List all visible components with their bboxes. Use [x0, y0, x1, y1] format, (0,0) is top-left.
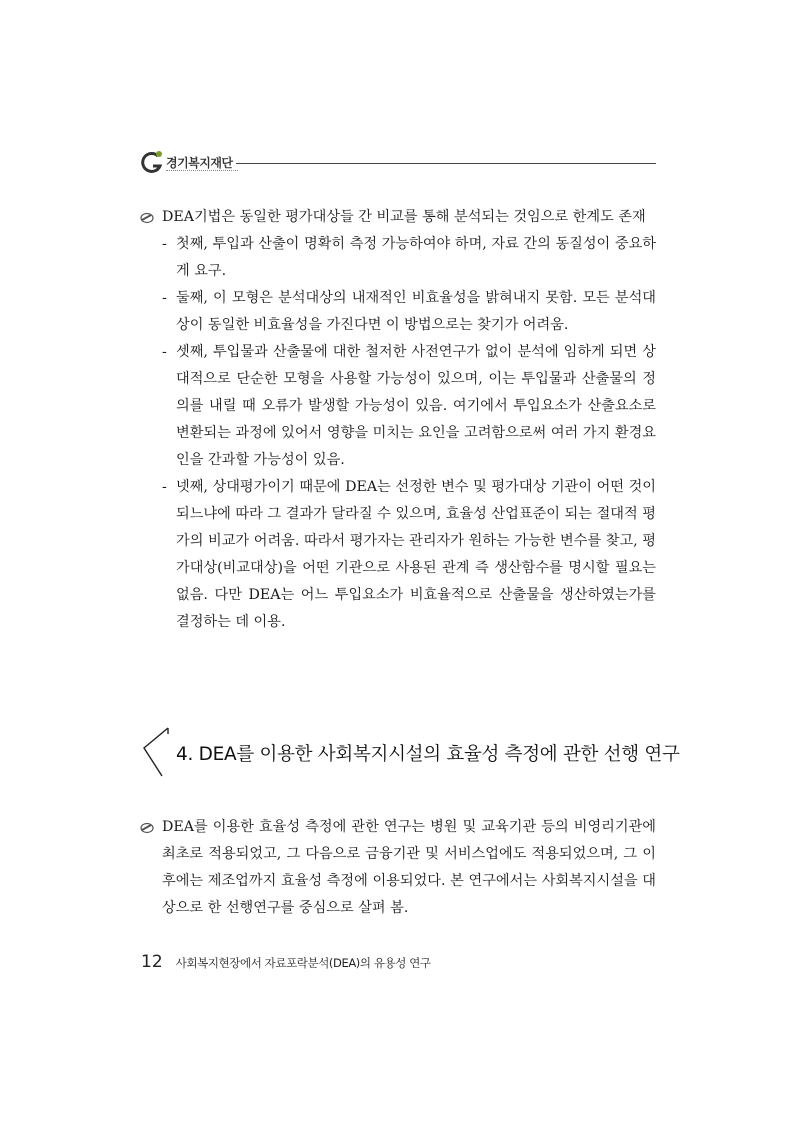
section-number: 4. — [176, 744, 194, 765]
dash-mark: - — [162, 236, 167, 252]
dash-mark: - — [162, 290, 167, 306]
list-item-text: 넷째, 상대평가이기 때문에 DEA는 선정한 변수 및 평가대상 기관이 어떤 것이 되느냐에 따라 그 결과가 달라질 수 있으며, 효율성 산업표준이 되는 절대적 평가의 비교가 어려움. 따라서 평가자는 관리자가 원하는 가능한 변수를 찾고, 평가대상(비교대상)을 어떤 기관으로 사용된 관계 즉 생산함수를 명시할 필요는 없음. 다만 DEA는 어느 투입요소가 비효율적으로 산출물을 생산하였는가를 결정하는 데 이용. — [176, 479, 656, 630]
page-header — [140, 148, 656, 178]
dash-mark: - — [162, 344, 167, 360]
bullet-text: DEA기법은 동일한 평가대상들 간 비교를 통해 분석되는 것임으로 한계도 존재 — [162, 209, 646, 225]
bullet-paragraph — [140, 814, 656, 922]
running-title: 사회복지현장에서 자료포락분석(DEA)의 유용성 연구 — [175, 956, 431, 970]
prior-research-section — [140, 814, 656, 922]
bullet-paragraph — [140, 204, 656, 231]
logo-subtext-decoration — [166, 170, 238, 173]
section-bracket-icon — [140, 726, 172, 778]
bullet-icon — [140, 822, 154, 834]
list-item — [140, 231, 656, 285]
bullet-text: DEA를 이용한 효율성 측정에 관한 연구는 병원 및 교육기관 등의 비영리기관에 최초로 적용되었고, 그 다음으로 금융기관 및 서비스업에도 적용되었으며, 그 이후에는 제조업까지 효율성 측정에 이용되었다. 본 연구에서는 사회복지시설을 대상으로 한 선행연구를 중심으로 살펴 봄. — [162, 819, 656, 916]
section-title-text: DEA를 이용한 사회복지시설의 효율성 측정에 관한 선행 연구 — [198, 744, 680, 765]
logo-text: 경기복지재단 — [166, 156, 233, 170]
list-item — [140, 339, 656, 474]
list-item-text: 셋째, 투입물과 산출물에 대한 철저한 사전연구가 없이 분석에 임하게 되면 상대적으로 단순한 모형을 사용할 가능성이 있으며, 이는 투입물과 산출물의 정의를 내릴 때 오류가 발생할 가능성이 있음. 여기에서 투입요소가 산출요소로 변환되는 과정에 있어서 영향을 미치는 요인을 고려함으로써 여러 가지 환경요인을 간과할 가능성이 있음. — [176, 344, 656, 468]
page-number: 12 — [141, 952, 163, 972]
foundation-logo-icon — [140, 150, 164, 176]
header-rule — [236, 163, 656, 164]
page-footer — [141, 952, 431, 972]
dash-mark: - — [162, 479, 167, 495]
list-item-text: 첫째, 투입과 산출이 명확히 측정 가능하여야 하며, 자료 간의 동질성이 중요하게 요구. — [176, 236, 656, 279]
section-heading — [140, 726, 680, 778]
section-title — [176, 740, 680, 766]
list-item — [140, 285, 656, 339]
list-item — [140, 474, 656, 636]
bullet-icon — [140, 212, 154, 224]
limitations-section — [140, 204, 656, 636]
list-item-text: 둘째, 이 모형은 분석대상의 내재적인 비효율성을 밝혀내지 못함. 모든 분석대상이 동일한 비효율성을 가진다면 이 방법으로는 찾기가 어려움. — [176, 290, 656, 333]
